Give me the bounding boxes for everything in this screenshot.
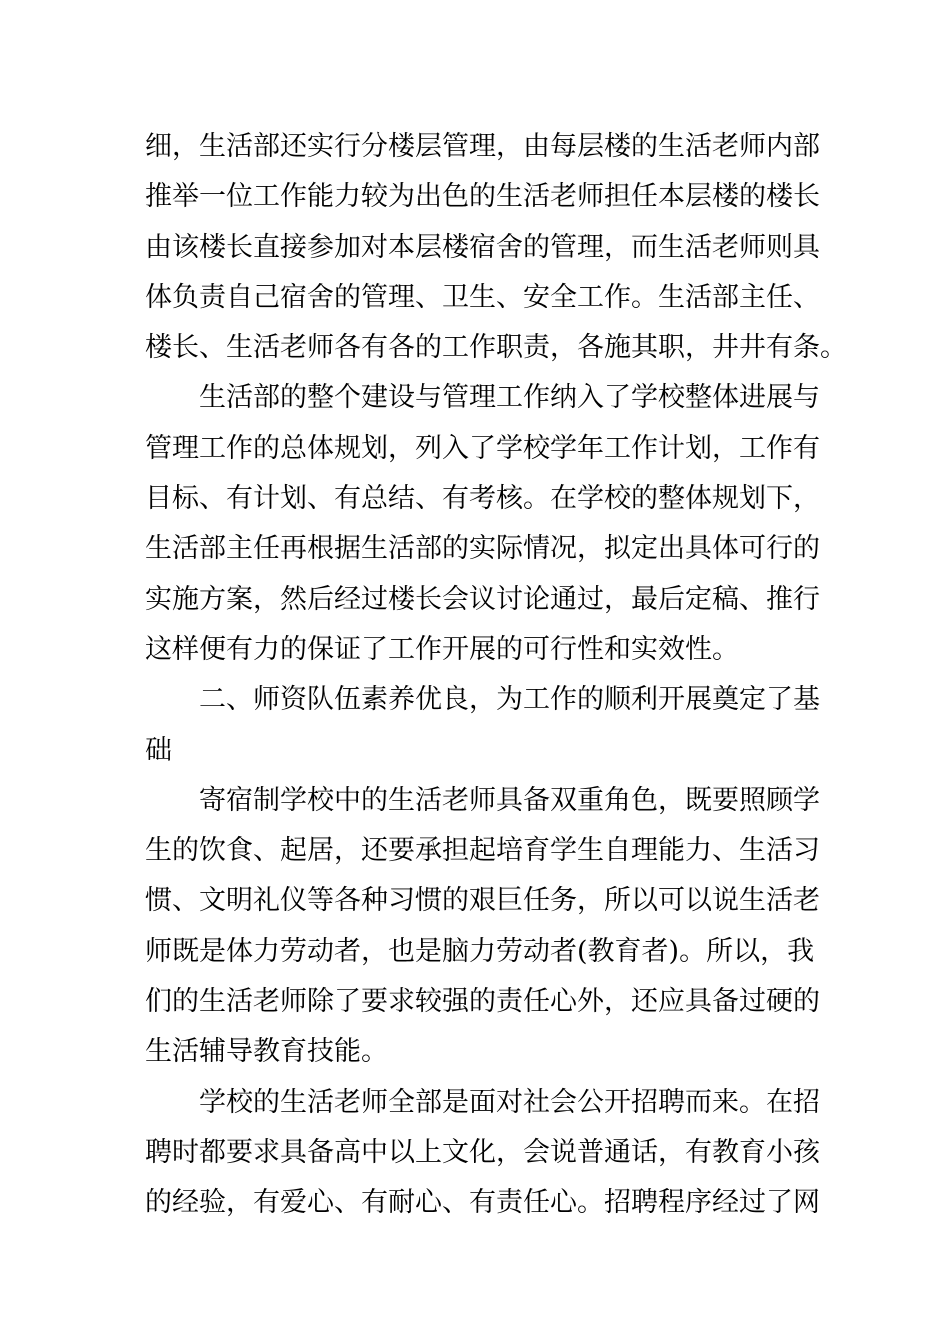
text-line: 聘时都要求具备高中以上文化，会说普通话，有教育小孩 — [145, 1136, 820, 1168]
text-line: 生活辅导教育技能。 — [145, 1036, 388, 1068]
paragraph-start-line: 寄宿制学校中的生活老师具备双重角色，既要照顾学 — [199, 784, 820, 816]
text-line: 由该楼长直接参加对本层楼宿舍的管理，而生活老师则具 — [145, 231, 820, 263]
text-line: 实施方案，然后经过楼长会议讨论通过，最后定稿、推行 — [145, 583, 820, 615]
section-heading-line: 二、师资队伍素养优良，为工作的顺利开展奠定了基 — [199, 684, 820, 716]
text-line: 师既是体力劳动者，也是脑力劳动者(教育者)。所以，我 — [145, 935, 815, 967]
text-line: 楼长、生活老师各有各的工作职责，各施其职，井井有条。 — [145, 332, 847, 364]
section-heading-line: 础 — [145, 734, 172, 766]
text-line: 这样便有力的保证了工作开展的可行性和实效性。 — [145, 633, 739, 665]
text-line: 生活部主任再根据生活部的实际情况，拟定出具体可行的 — [145, 533, 820, 565]
text-line: 体负责自己宿舍的管理、卫生、安全工作。生活部主任、 — [145, 281, 820, 313]
text-line: 们的生活老师除了要求较强的责任心外，还应具备过硬的 — [145, 986, 820, 1018]
text-line: 生的饮食、起居，还要承担起培育学生自理能力、生活习 — [145, 835, 820, 867]
text-line: 惯、文明礼仪等各种习惯的艰巨任务，所以可以说生活老 — [145, 885, 820, 917]
text-line: 推举一位工作能力较为出色的生活老师担任本层楼的楼长 — [145, 181, 820, 213]
text-line: 管理工作的总体规划，列入了学校学年工作计划，工作有 — [145, 432, 820, 464]
text-line: 目标、有计划、有总结、有考核。在学校的整体规划下， — [145, 483, 820, 515]
text-line: 的经验，有爱心、有耐心、有责任心。招聘程序经过了网 — [145, 1187, 820, 1219]
paragraph-start-line: 生活部的整个建设与管理工作纳入了学校整体进展与 — [199, 382, 820, 414]
body-text — [145, 122, 847, 1229]
paragraph-start-line: 学校的生活老师全部是面对社会公开招聘而来。在招 — [199, 1086, 820, 1118]
text-line: 细，生活部还实行分楼层管理，由每层楼的生活老师内部 — [145, 131, 820, 162]
